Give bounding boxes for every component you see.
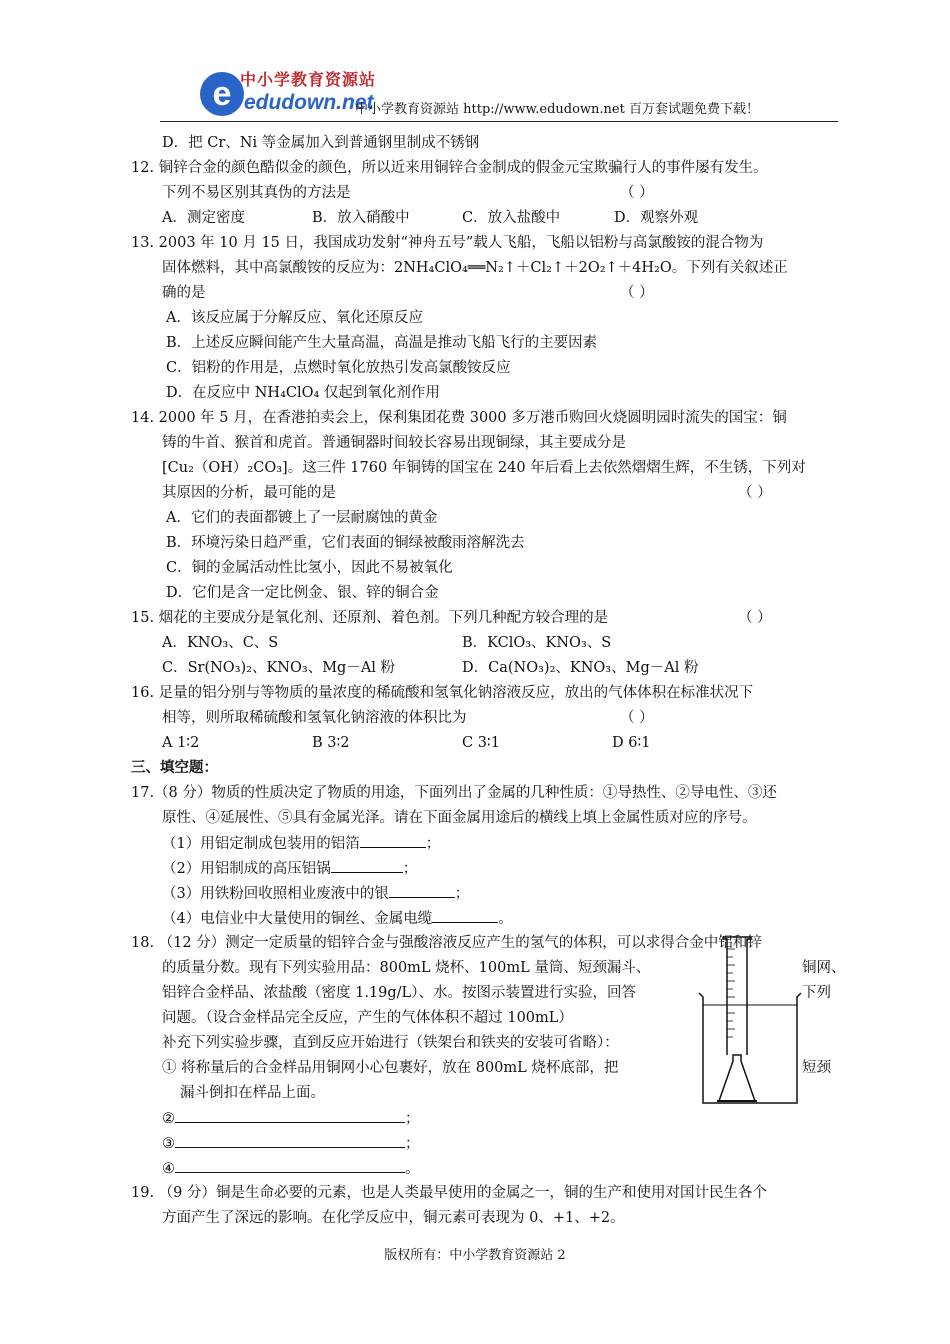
answer-blank[interactable]	[175, 1158, 405, 1173]
q18-step-3	[162, 1133, 420, 1154]
answer-bracket: （ ）	[738, 485, 772, 501]
q17-item-3-text: （3）用铁粉回收照相业废液中的银	[162, 886, 389, 902]
q17-stem-2: 原性、④延展性、⑤具有金属光泽。请在下面金属用途后的横线上填上金属性质对应的序号。	[162, 810, 757, 826]
q17-item-1-text: （1）用铝定制成包装用的铝箔	[162, 836, 360, 852]
q17-item-4	[162, 908, 513, 929]
punct: ；	[425, 836, 441, 852]
q12-option-b: B．放入硝酸中	[312, 210, 410, 226]
header-tagline: 中小学教育资源站 http://www.edudown.net 百万套试题免费下载！	[355, 102, 759, 117]
q13-stem-3: 确的是	[162, 285, 206, 301]
q17-stem: 17.（8 分）物质的性质决定了物质的用途，下面列出了金属的几种性质：①导热性、②导电性、③还	[131, 785, 777, 801]
q18-step-1: ① 将称量后的合金样品用铜网小心包裹好，放在 800mL 烧杯底部，把	[162, 1060, 619, 1076]
q18-stem-4: 问题。（设合金样品完全反应，产生的气体体积不超过 100mL）	[162, 1010, 573, 1026]
answer-bracket: （ ）	[738, 610, 772, 626]
q17-item-3	[162, 883, 469, 904]
q19-stem-2: 方面产生了深远的影响。在化学反应中，铜元素可表现为 0、+1、+2。	[162, 1210, 625, 1226]
punct: ；	[405, 1136, 420, 1152]
funnel-outline	[719, 1055, 755, 1101]
q16-stem: 16. 足量的铝分别与等物质的量浓度的稀硫酸和氢氧化钠溶液反应，放出的气体体积在标准状况下	[131, 685, 754, 701]
q15-option-c: C．Sr(NO₃)₂、KNO₃、Mg－Al 粉	[162, 660, 396, 676]
step-number: ④	[162, 1161, 175, 1177]
q18-stem: 18. （12 分）测定一定质量的铝锌合金与强酸溶液反应产生的氢气的体积，可以求得合金中铝和锌	[131, 935, 762, 951]
q12-option-d: D．观察外观	[614, 210, 699, 226]
q13-stem-2: 固体燃料，其中高氯酸铵的反应为：2NH₄ClO₄══N₂↑＋Cl₂↑＋2O₂↑＋4H₂O。下列有关叙述正	[162, 260, 788, 276]
q13-option-a: A．该反应属于分解反应、氧化还原反应	[166, 310, 423, 326]
q18-stem-2: 的质量分数。现有下列实验用品：800mL 烧杯、100mL 量筒、短颈漏斗、	[162, 960, 651, 976]
answer-bracket: （ ）	[620, 285, 654, 301]
q18-step-1-line2: 漏斗倒扣在样品上面。	[180, 1085, 325, 1101]
q15-option-a: A．KNO₃、C、S	[162, 635, 279, 651]
section-heading: 三、填空题：	[131, 759, 218, 776]
page-footer: 版权所有：中小学教育资源站 2	[384, 1248, 566, 1263]
q12-option-c: C．放入盐酸中	[462, 210, 561, 226]
q14-stem-3: [Cu₂（OH）₂CO₃]。这三件 1760 年铜铸的国宝在 240 年后看上去依然熠熠生辉，不生锈，下列对	[162, 460, 806, 476]
q11-option-d: D．把 Cr、Ni 等金属加入到普通钢里制成不锈钢	[162, 135, 480, 151]
punct: ；	[405, 1111, 420, 1127]
answer-bracket: （ ）	[620, 710, 654, 726]
answer-blank[interactable]	[389, 883, 455, 898]
answer-blank[interactable]	[432, 908, 498, 923]
q17-item-2	[162, 858, 417, 879]
q13-stem: 13. 2003 年 10 月 15 日，我国成功发射“神舟五号”载人飞船，飞船以铝粉与高氯酸铵的混合物为	[131, 235, 764, 251]
q12-stem-2: 下列不易区别其真伪的方法是	[162, 185, 351, 201]
q16-option-c: C 3∶1	[462, 735, 500, 751]
punct: 。	[405, 1161, 420, 1177]
q16-option-b: B 3∶2	[312, 735, 350, 751]
q19-stem: 19. （9 分）铜是生命必要的元素，也是人类最早使用的金属之一，铜的生产和使用对国计民生各个	[131, 1185, 767, 1201]
q14-option-d: D．它们是含一定比例金、银、锌的铜合金	[166, 585, 439, 601]
answer-blank[interactable]	[175, 1108, 405, 1123]
q16-option-a: A 1∶2	[162, 735, 200, 751]
q15-stem: 15. 烟花的主要成分是氧化剂、还原剂、着色剂。下列几种配方较合理的是	[131, 610, 609, 626]
q18-stem-2-cont: 铜网、	[802, 960, 846, 976]
answer-blank[interactable]	[331, 858, 403, 873]
q16-option-d: D 6∶1	[612, 735, 651, 751]
q14-stem-2: 铸的牛首、猴首和虎首。普通铜器时间较长容易出现铜绿，其主要成分是	[162, 435, 626, 451]
q13-option-c: C．铝粉的作用是，点燃时氧化放热引发高氯酸铵反应	[166, 360, 511, 376]
q14-option-c: C．铜的金属活动性比氢小，因此不易被氧化	[166, 560, 453, 576]
q14-stem-4: 其原因的分析，最可能的是	[162, 485, 336, 501]
punct: ；	[402, 861, 418, 877]
logo-english-text: edudown.net	[244, 91, 374, 114]
q17-item-1	[162, 833, 440, 854]
answer-blank[interactable]	[175, 1133, 405, 1148]
header-divider	[160, 121, 838, 122]
q15-option-b: B．KClO₃、KNO₃、S	[462, 635, 612, 651]
q17-item-4-text: （4）电信业中大量使用的铜丝、金属电缆	[162, 911, 433, 927]
q18-stem-3: 铝锌合金样品、浓盐酸（密度 1.19g/L）、水。按图示装置进行实验，回答	[162, 985, 636, 1001]
q13-option-d: D．在反应中 NH₄ClO₄ 仅起到氧化剂作用	[166, 385, 440, 401]
apparatus-diagram	[695, 935, 805, 1110]
q18-stem-5: 补充下列实验步骤，直到反应开始进行（铁架台和铁夹的安装可省略）：	[162, 1035, 619, 1051]
q12-option-a: A．测定密度	[162, 210, 245, 226]
q17-item-2-text: （2）用铝制成的高压铝锅	[162, 861, 331, 877]
q14-option-a: A．它们的表面都镀上了一层耐腐蚀的黄金	[166, 510, 438, 526]
answer-blank[interactable]	[360, 833, 426, 848]
page-header	[160, 66, 838, 122]
q14-stem: 14. 2000 年 5 月，在香港拍卖会上，保利集团花费 3000 多万港币购回火烧圆明园时流失的国宝：铜	[131, 410, 787, 426]
step-number: ②	[162, 1111, 175, 1127]
q18-stem-3-cont: 下列	[802, 985, 831, 1001]
step-number: ③	[162, 1136, 175, 1152]
logo-chinese-text: 中小学教育资源站	[240, 70, 377, 89]
q18-step-1-cont: 短颈	[802, 1060, 831, 1076]
q18-step-2	[162, 1108, 420, 1129]
q12-stem: 12. 铜锌合金的颜色酷似金的颜色，所以近来用铜锌合金制成的假金元宝欺骗行人的事件屡有发生。	[131, 160, 768, 176]
punct: 。	[498, 911, 513, 927]
logo-e-icon: e	[200, 72, 244, 116]
q18-step-4	[162, 1158, 420, 1179]
punct: ；	[454, 886, 470, 902]
q13-option-b: B．上述反应瞬间能产生大量高温，高温是推动飞船飞行的主要因素	[166, 335, 598, 351]
cylinder-graduations	[727, 949, 735, 1037]
q16-stem-2: 相等，则所取稀硫酸和氢氧化钠溶液的体积比为	[162, 710, 467, 726]
q14-option-b: B．环境污染日趋严重，它们表面的铜绿被酸雨溶解洗去	[166, 535, 525, 551]
q15-option-d: D．Ca(NO₃)₂、KNO₃、Mg－Al 粉	[462, 660, 699, 676]
answer-bracket: （ ）	[620, 185, 654, 201]
